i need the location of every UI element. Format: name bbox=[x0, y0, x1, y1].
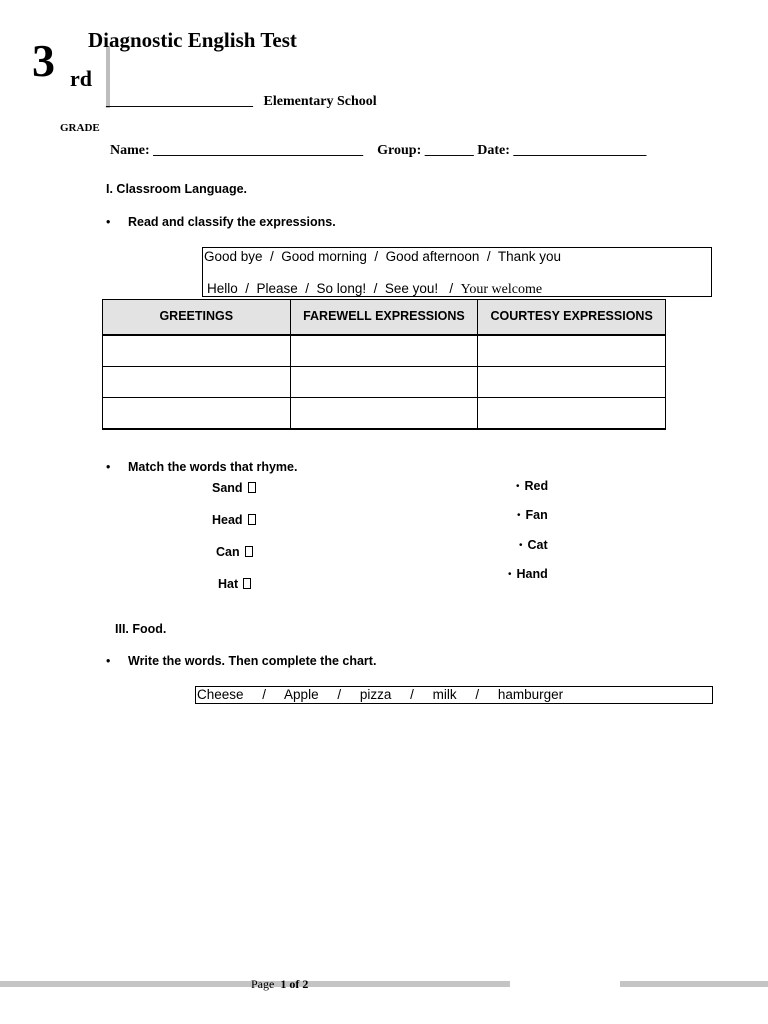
rhyme-right-word: Cat bbox=[527, 538, 548, 552]
expressions-word-box bbox=[202, 247, 712, 297]
table-cell[interactable] bbox=[103, 398, 291, 430]
bullet-icon: • bbox=[106, 654, 111, 668]
grade-number: 3 bbox=[32, 35, 55, 86]
school-line bbox=[106, 94, 377, 111]
bullet-icon: • bbox=[517, 510, 521, 521]
rhyme-right-item[interactable] bbox=[508, 567, 548, 581]
rhyme-right-word: Red bbox=[524, 479, 549, 493]
grade-label: GRADE bbox=[60, 122, 100, 134]
grade-suffix: rd bbox=[70, 66, 92, 91]
rhyme-right-item[interactable] bbox=[517, 508, 548, 522]
table-row bbox=[103, 398, 666, 430]
rhyme-right-word: Fan bbox=[525, 508, 548, 522]
checkbox-icon bbox=[248, 482, 256, 493]
student-info-line: Name: ______________________________ Group: _______ Date: ___________________ bbox=[110, 143, 647, 158]
section-heading-classroom-language: I. Classroom Language. bbox=[106, 182, 248, 196]
food-word-box: Cheese / Apple / pizza / milk / hamburger bbox=[195, 686, 713, 704]
checkbox-icon bbox=[245, 546, 253, 557]
bullet-icon: • bbox=[519, 540, 523, 551]
header-courtesy-expressions: COURTESY EXPRESSIONS bbox=[478, 300, 666, 336]
checkbox-icon bbox=[243, 578, 251, 589]
table-cell[interactable] bbox=[478, 335, 666, 367]
page-title: Diagnostic English Test bbox=[88, 28, 297, 52]
header-greetings: GREETINGS bbox=[103, 300, 291, 336]
table-row bbox=[103, 335, 666, 367]
table-cell[interactable] bbox=[103, 367, 291, 398]
instruction-text: Read and classify the expressions. bbox=[128, 215, 336, 229]
word-box-row-2 bbox=[207, 281, 542, 298]
word-box-row-2-text: Hello / Please / So long! / See you! / bbox=[207, 281, 457, 296]
classify-table bbox=[102, 299, 666, 430]
table-cell[interactable] bbox=[290, 367, 478, 398]
rhyme-left-item[interactable] bbox=[216, 545, 253, 559]
page-count: 1 of 2 bbox=[280, 977, 309, 991]
page-number bbox=[251, 977, 308, 992]
instruction-complete-chart bbox=[106, 654, 376, 668]
section-heading-food: III. Food. bbox=[115, 622, 167, 636]
rhyme-right-word: Hand bbox=[516, 567, 548, 581]
header-farewell-expressions: FAREWELL EXPRESSIONS bbox=[290, 300, 478, 336]
instruction-match-rhymes bbox=[106, 460, 297, 474]
rhyme-left-item[interactable] bbox=[212, 481, 256, 495]
table-cell[interactable] bbox=[478, 367, 666, 398]
table-cell[interactable] bbox=[103, 335, 291, 367]
bullet-icon: • bbox=[508, 569, 512, 580]
rhyme-left-item[interactable] bbox=[218, 577, 251, 591]
table-row bbox=[103, 367, 666, 398]
instruction-text: Write the words. Then complete the chart. bbox=[128, 654, 377, 668]
word-box-row-2-serif: Your welcome bbox=[460, 282, 543, 297]
page-word: Page bbox=[251, 977, 275, 991]
bullet-icon: • bbox=[106, 460, 111, 474]
instruction-classify bbox=[106, 215, 336, 229]
instruction-text: Match the words that rhyme. bbox=[128, 460, 298, 474]
rhyme-left-word: Head bbox=[212, 513, 243, 527]
bullet-icon: • bbox=[106, 215, 111, 229]
school-blank: _____________________ bbox=[106, 94, 253, 109]
footer-rule-right bbox=[620, 981, 768, 987]
rhyme-right-item[interactable] bbox=[519, 538, 548, 552]
rhyme-left-item[interactable] bbox=[212, 513, 256, 527]
rhyme-left-word: Sand bbox=[212, 481, 243, 495]
classify-table-header-row bbox=[103, 300, 666, 336]
school-label: Elementary School bbox=[263, 94, 377, 109]
bullet-icon: • bbox=[516, 481, 520, 492]
rhyme-right-item[interactable] bbox=[516, 479, 548, 493]
checkbox-icon bbox=[248, 514, 256, 525]
rhyme-left-word: Hat bbox=[218, 577, 239, 591]
table-cell[interactable] bbox=[290, 335, 478, 367]
table-cell[interactable] bbox=[478, 398, 666, 430]
rhyme-left-word: Can bbox=[216, 545, 240, 559]
table-cell[interactable] bbox=[290, 398, 478, 430]
word-box-row-1: Good bye / Good morning / Good afternoon / Thank you bbox=[204, 249, 561, 264]
